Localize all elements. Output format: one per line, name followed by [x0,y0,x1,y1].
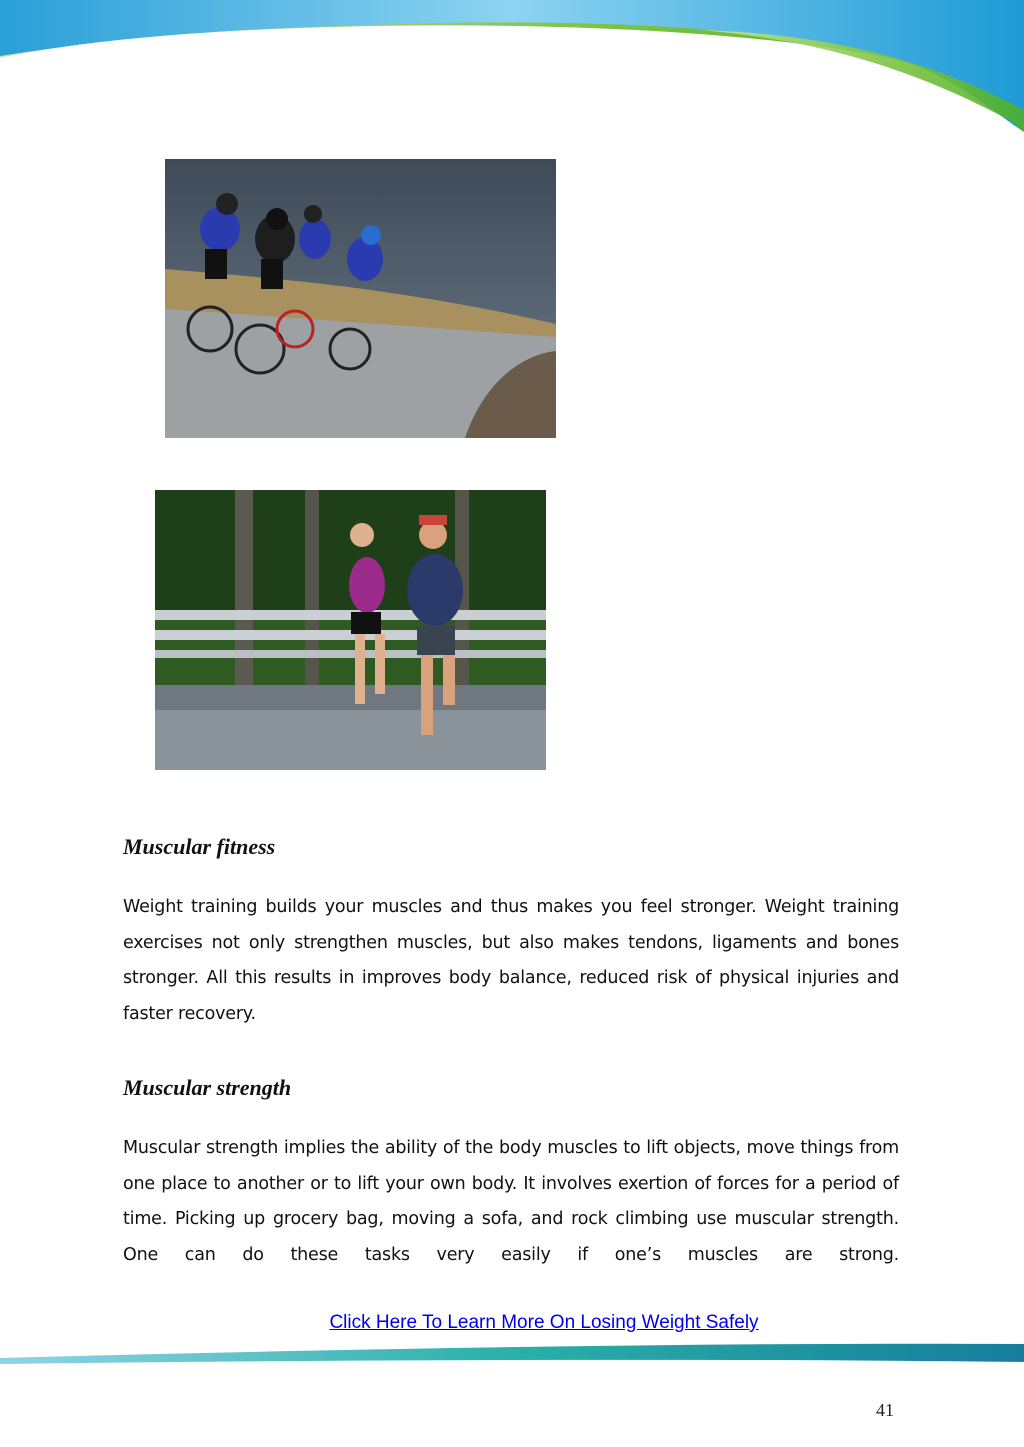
section-body-muscular-fitness: Weight training builds your muscles and thus makes you feel stronger. Weight training exercises not only strengthen muscles, but also makes tendons, ligaments and bones stronger. All this results in improves body balance, reduced risk of physical injuries and faster recovery. [123,897,899,1024]
section-heading-muscular-strength: Muscular strength [123,1075,292,1100]
learn-more-link[interactable]: Click Here To Learn More On Losing Weight Safely [329,1312,759,1333]
page-number: 41 [876,1400,894,1420]
header-wave-decoration [0,0,1024,140]
section-heading-muscular-fitness: Muscular fitness [123,834,276,859]
runners-photo [155,490,546,770]
footer-wave-decoration [0,1328,1024,1368]
section-body-muscular-strength: Muscular strength implies the ability of the body muscles to lift objects, move things from one place to another or to lift your own body. It involves exertion of forces for a period of time. Picking up grocery bag, moving a sofa, and rock climbing use muscular strength. One can do these tasks very easily if one’s muscles are strong. [123,1138,899,1265]
cyclists-photo [165,159,556,438]
